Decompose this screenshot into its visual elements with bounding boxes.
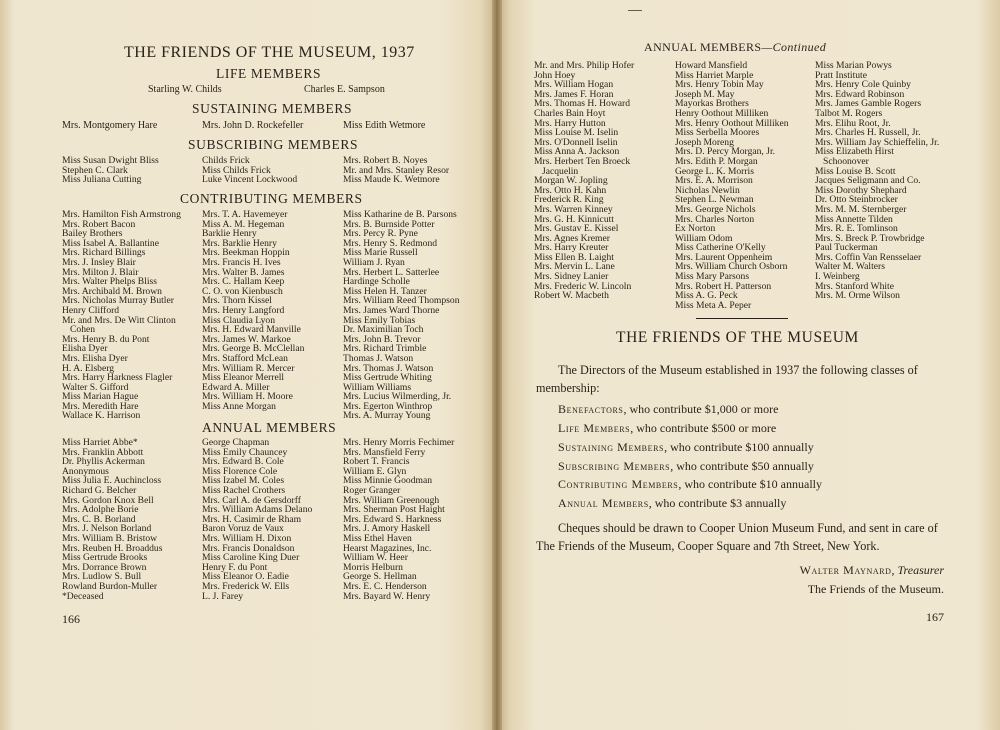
member-name: Mrs. Meredith Hare [62,400,139,412]
member-name: Miss Susan Dwight Bliss [62,155,159,166]
member-name: Mrs. G. H. Kinnicutt [534,213,614,225]
member-name: Luke Vincent Lockwood [202,174,298,186]
top-mark [628,10,642,11]
member-name: Robert T. Francis [343,456,410,468]
contributing-column-2 [202,210,304,411]
member-name: Stephen C. Clark [62,164,128,176]
member-name: Mrs. Gustav E. Kissel [534,223,619,235]
member-name: Mrs. George Nichols [675,203,756,215]
signature-role: Treasurer [897,563,944,577]
class-name: Annual Members [558,496,649,510]
member-name: Mrs. William Church Osborn [675,261,788,273]
member-name: Miss Claudia Lyon [202,314,276,326]
member-name: Mrs. Elisha Dyer [62,352,128,364]
member-name: William W. Heer [343,552,408,564]
member-name: Miss A. M. Hegeman [202,218,285,230]
member-name: Dr. Maximilian Toch [343,324,424,336]
member-name: Nicholas Newlin [675,184,740,196]
member-name: Morgan W. Jopling [534,175,608,187]
sustaining-members-heading: SUSTAINING MEMBERS [192,101,353,116]
subscribing-column [62,156,159,185]
member-name: Mrs. E. A. Morrison [675,175,753,187]
member-name: Miss Florence Cole [202,465,278,477]
signature-name: Walter Maynard [799,563,892,577]
left-page [0,0,496,730]
member-name: Mrs. Laurent Oppenheim [675,251,773,263]
subscribing-members-heading: SUBSCRIBING MEMBERS [188,137,359,152]
membership-class [558,496,786,511]
member-name: William E. Glyn [343,465,407,477]
annual-continued-column-1 [534,61,634,301]
member-name: Mrs. Bayard W. Henry [343,590,431,602]
member-name: Mrs. James F. Horan [534,88,614,100]
member-name: Mrs. Sherman Post Haight [343,504,445,516]
member-name: Mrs. M. M. Sternberger [815,203,907,215]
member-name: Mrs. H. Edward Manville [202,324,301,336]
member-name: Mrs. Carl A. de Gersdorff [202,494,301,506]
member-name: Miss Juliana Cutting [62,174,142,186]
member-name: Mrs. S. Breck P. Trowbridge [815,232,925,244]
member-name-continued: Jacquelin [542,165,579,177]
member-name: Miss Emily Chauncey [202,446,288,458]
member-name: Mrs. Henry Tobin May [675,79,764,91]
member-name: Mrs. Gordon Knox Bell [62,494,154,506]
member-name: Mrs. Adolphe Borie [62,504,139,516]
member-name: Mrs. Agnes Kremer [534,232,610,244]
member-name: Mrs. Harry Harkness Flagler [62,372,173,384]
member-name: Anonymous [62,465,109,477]
member-name: Mrs. E. C. Henderson [343,580,427,592]
member-name: Mrs. Stafford McLean [202,352,288,364]
member-name: Miss Helen H. Tanzer [343,285,427,297]
member-name: Mrs. Stanford White [815,280,894,292]
member-name: Rowland Burdon-Muller [62,580,158,592]
member-name: Mrs. Henry Langford [202,304,285,316]
intro-paragraph: The Directors of the Museum established in 1937 the following classes of membership: [536,363,918,395]
member-name: Mrs. William R. Mercer [202,362,295,374]
member-name: Miss Anna A. Jackson [534,146,620,158]
member-name: Robert W. Macbeth [534,290,609,302]
member-name: Mrs. George B. McClellan [202,343,305,355]
member-name: William J. Ryan [343,256,405,268]
class-name: Life Members [558,421,631,435]
member-name: Mrs. Francis Donaldson [202,542,295,554]
member-name: Mrs. Robert H. Patterson [675,280,772,292]
member-name: Mrs. C. B. Borland [62,513,136,525]
page-number: 166 [62,612,80,626]
section-divider [696,318,788,319]
member-name: Mrs. James W. Markoe [202,333,291,345]
member-name: Mrs. Robert Bacon [62,218,136,230]
member-name: Mrs. Thorn Kissel [202,295,272,307]
member-name: William Williams [343,381,412,393]
member-name: Paul Tuckerman [815,242,878,254]
member-name: Mrs. Franklin Abbott [62,446,144,458]
signature-line: Walter Maynard, Treasurer [799,563,944,577]
member-name: George S. Hellman [343,571,417,583]
member-name: Miss Marie Russell [343,247,418,259]
member-name: Mrs. T. A. Havemeyer [202,209,288,220]
member-name: Miss Isabel A. Ballantine [62,237,159,249]
member-name: Mrs. Robert B. Noyes [343,155,428,166]
continued-suffix: —Continued [761,40,827,54]
member-name: Mrs. William H. Dixon [202,532,292,544]
member-name: Mrs. Edith P. Morgan [675,155,758,167]
member-name: Miss Eleanor O. Eadie [202,571,289,583]
member-name: Miss Maude K. Wetmore [343,174,440,186]
member-name: Joseph M. May [675,88,735,100]
member-name: Mrs. A. Murray Young [343,410,431,422]
class-desc: , who contribute $100 annually [664,440,814,454]
member-name: Mrs. Coffin Van Rensselaer [815,251,922,263]
member-name: Wallace K. Harrison [62,410,141,422]
sustaining-member: Mrs. John D. Rockefeller [202,120,304,131]
member-name: Ex Norton [675,223,716,235]
member-name: Miss Catherine O'Kelly [675,242,766,254]
member-name: Mrs. B. Burnside Potter [343,218,435,230]
member-name: Mrs. Henry S. Redmond [343,237,438,249]
member-name: Mrs. Mansfield Ferry [343,446,426,458]
member-name: Edward A. Miller [202,381,270,393]
class-name: Contributing Members [558,477,679,491]
member-name: Mrs. J. Nelson Borland [62,523,152,535]
member-name: Mrs. Richard Billings [62,247,146,259]
member-name: Mrs. Walter B. James [202,266,285,278]
member-name: Mrs. R. E. Tomlinson [815,223,898,235]
member-name: Mrs. Hamilton Fish Armstrong [62,209,181,220]
member-name: Mrs. J. Amory Haskell [343,523,431,535]
member-name: Mrs. Herbert L. Satterlee [343,266,440,278]
member-name: Mrs. Barklie Henry [202,237,277,249]
member-name: Mrs. Lucius Wilmerding, Jr. [343,391,452,403]
membership-class [558,402,778,417]
class-desc: , who contribute $1,000 or more [623,402,779,416]
member-name: Miss Minnie Goodman [343,475,433,487]
membership-class [558,477,822,492]
member-name: Miss Ethel Haven [343,532,412,544]
continued-heading [644,40,826,55]
member-name: William Odom [675,232,733,244]
membership-class [558,459,814,474]
annual-members-heading: ANNUAL MEMBERS [202,420,337,435]
member-name: Mrs. Harry Hutton [534,117,606,129]
member-name: Miss Louise B. Scott [815,165,896,177]
member-name: Mrs. O'Donnell Iselin [534,136,618,148]
member-name: Mayorkas Brothers [675,98,749,110]
member-name: Henry F. du Pont [202,561,268,573]
member-name: Mrs. William Reed Thompson [343,295,460,307]
member-name: Mrs. Charles Norton [675,213,755,225]
member-name: Baron Voruz de Vaux [202,523,284,535]
member-name: George Chapman [202,437,270,448]
member-name: Mrs. Thomas H. Howard [534,98,631,110]
member-name: Mrs. H. Casimir de Rham [202,513,302,525]
member-name: Elisha Dyer [62,343,108,355]
member-name: Thomas J. Watson [343,352,414,364]
member-name: Mr. and Mrs. De Witt Clinton [62,314,176,326]
life-members-heading: LIFE MEMBERS [216,66,322,81]
member-name: George L. K. Morris [675,165,754,177]
member-name: Mrs. J. Insley Blair [62,256,136,268]
member-name: Bailey Brothers [62,228,123,240]
member-name: Mrs. Edward B. Cole [202,456,284,468]
member-name: Mrs. John B. Trevor [343,333,421,345]
member-name: Miss Elizabeth Hirst [815,146,894,158]
member-name: I. Weinberg [815,271,860,283]
member-name: Mr. and Mrs. Philip Hofer [534,60,635,71]
member-name: Miss Katharine de B. Parsons [343,209,457,220]
member-name: Miss Ellen B. Laight [534,251,614,263]
class-name: Sustaining Members [558,440,665,454]
member-name: Mrs. Elihu Root, Jr. [815,117,891,129]
member-name: Mrs. C. Hallam Keep [202,276,285,288]
class-name: Benefactors [558,402,624,416]
contributing-column-3 [343,210,460,421]
member-name: Miss Gertrude Whiting [343,372,432,384]
member-name: Miss Childs Frick [202,164,271,176]
right-page [496,0,1000,730]
member-name: Mrs. Beekman Hoppin [202,247,290,259]
member-name: Mrs. Henry Morris Fechimer [343,437,455,448]
member-name: Mrs. Edward Robinson [815,88,905,100]
continued-heading-text: ANNUAL MEMBERS [644,40,762,54]
member-name: Richard G. Belcher [62,484,137,496]
member-name: Mrs. Henry Cole Quinby [815,79,911,91]
member-name: Mrs. Frederick W. Ells [202,580,290,592]
member-name-continued: Cohen [70,324,96,336]
member-name: Mrs. Edward S. Harkness [343,513,442,525]
member-name: Miss Rachel Crothers [202,484,286,496]
member-name: Miss Marian Hague [62,391,139,403]
annual-column-1 [62,438,162,601]
annual-continued-column-3 [815,61,939,301]
sustaining-member: Miss Edith Wetmore [343,120,426,131]
member-name: Hearst Magazines, Inc. [343,542,432,554]
member-name: Mrs. D. Percy Morgan, Jr. [675,146,776,158]
member-name: Walter S. Gifford [62,381,129,393]
member-name: Mrs. Henry B. du Pont [62,333,150,345]
member-name: Mrs. Egerton Winthrop [343,400,433,412]
member-name-continued: Schoonover [823,155,869,167]
member-name: Mrs. Charles H. Russell, Jr. [815,127,921,139]
member-name: Mrs. Thomas J. Watson [343,362,434,374]
member-name: Mrs. William Hogan [534,79,614,91]
member-name: Hardinge Scholle [343,276,410,288]
member-name: Dr. Otto Steinbrocker [815,194,898,206]
member-name: Mrs. James Ward Thorne [343,304,440,316]
member-name: H. A. Elsberg [62,362,115,374]
member-name: Mrs. Frederic W. Lincoln [534,280,632,292]
member-name: Stephen L. Newman [675,194,754,206]
member-name: Mrs. James Gamble Rogers [815,98,922,110]
member-name: Miss A. G. Peck [675,290,738,302]
member-name: Mrs. Francis H. Ives [202,256,281,268]
class-desc: , who contribute $10 annually [678,477,822,491]
member-name: Miss Emily Tobias [343,314,416,326]
life-member: Starling W. Childs [148,84,222,95]
member-name: Miss Eleanor Merrell [202,372,285,384]
member-name: Miss Julia E. Auchincloss [62,475,162,487]
member-name: Mrs. Otto H. Kahn [534,184,607,196]
member-name: Henry Oothout Milliken [675,107,769,119]
cheques-paragraph: Cheques should be drawn to Cooper Union Museum Fund, and sent in care of The Friends of the Museum, Cooper Square and 7th Street, New York. [536,521,938,553]
member-name: Miss Louise M. Iselin [534,127,619,139]
page-number: 167 [926,610,944,624]
member-name: Dr. Phyllis Ackerman [62,456,145,468]
member-name: Henry Clifford [62,304,120,316]
annual-continued-column-2 [675,61,789,310]
page-title: THE FRIENDS OF THE MUSEUM, 1937 [124,44,415,61]
member-name: Miss Harriet Marple [675,69,754,81]
member-name: Mrs. Milton J. Blair [62,266,139,278]
member-name: Mrs. Walter Phelps Bliss [62,276,157,288]
class-name: Subscribing Members [558,459,671,473]
member-name: Miss Annette Tilden [815,213,893,225]
member-name: Charles Bain Hoyt [534,107,606,119]
member-name: Mrs. Henry Oothout Milliken [675,117,789,129]
member-name: Mrs. William Adams Delano [202,504,313,516]
member-name: Mrs. William B. Bristow [62,532,158,544]
member-name: Mrs. Richard Trimble [343,343,427,355]
contributing-column-1 [62,210,181,421]
book-gutter [492,0,502,730]
member-name: Miss Caroline King Duer [202,552,300,564]
member-name: Mrs. Percy R. Pyne [343,228,418,240]
member-name: Mrs. Dorrance Brown [62,561,147,573]
member-name: Mrs. William Greenough [343,494,440,506]
member-name: Talbot M. Rogers [815,107,883,119]
life-member: Charles E. Sampson [304,84,385,95]
member-name: Miss Meta A. Peper [675,299,752,311]
member-name: Barklie Henry [202,228,257,240]
member-name: Mrs. Herbert Ten Broeck [534,155,631,167]
member-name: John Hoey [534,69,576,81]
member-name: Mrs. Archibald M. Brown [62,285,162,297]
member-name: Childs Frick [202,155,250,166]
member-name: Frederick R. King [534,194,604,206]
member-name: Mrs. Mervin L. Lane [534,261,615,273]
member-name: Miss Dorothy Shephard [815,184,907,196]
member-name: Mr. and Mrs. Stanley Resor [343,164,450,176]
member-name: Mrs. Sidney Lanier [534,271,609,283]
member-name: Mrs. William H. Moore [202,391,293,403]
member-name: C. O. von Kienbusch [202,285,283,297]
signature-org: The Friends of the Museum. [807,582,944,596]
member-name: Walter M. Walters [815,261,885,273]
member-name: Miss Anne Morgan [202,400,276,412]
class-desc: , who contribute $500 or more [630,421,777,435]
member-name: Mrs. M. Orme Wilson [815,290,900,302]
membership-class [558,440,814,455]
member-name: Pratt Institute [815,69,867,81]
class-desc: , who contribute $3 annually [648,496,787,510]
member-name: Roger Granger [343,484,401,496]
membership-class [558,421,776,436]
subscribing-column [343,156,449,185]
member-name: Mrs. Reuben H. Broaddus [62,542,163,554]
member-name: Mrs. Warren Kinney [534,203,613,215]
member-name: Mrs. Ludlow S. Bull [62,571,142,583]
sustaining-member: Mrs. Montgomery Hare [62,120,158,131]
class-desc: , who contribute $50 annually [670,459,814,473]
member-name: Miss Serbella Moores [675,127,760,139]
annual-column-2 [202,438,312,601]
member-name: Miss Harriet Abbe* [62,437,138,448]
member-name: Mrs. Nicholas Murray Butler [62,295,174,307]
subscribing-column [202,156,297,185]
member-name: Jacques Seligmann and Co. [815,175,921,187]
member-name: Miss Izabel M. Coles [202,475,285,487]
member-name: Miss Gertrude Brooks [62,552,148,564]
contributing-members-heading: CONTRIBUTING MEMBERS [180,191,363,206]
member-name: Joseph Moreng [675,136,734,148]
member-name: Morris Helburn [343,561,403,573]
section-title: THE FRIENDS OF THE MUSEUM [616,329,859,346]
member-name: L. J. Farey [202,590,244,602]
member-name: Miss Marian Powys [815,60,892,71]
member-name: Mrs. William Jay Schieffelin, Jr. [815,136,940,148]
annual-column-3 [343,438,454,601]
deceased-footnote: *Deceased [62,590,104,602]
member-name: Mrs. Harry Kreuter [534,242,609,254]
member-name: Miss Mary Parsons [675,271,750,283]
member-name: Howard Mansfield [675,60,748,71]
